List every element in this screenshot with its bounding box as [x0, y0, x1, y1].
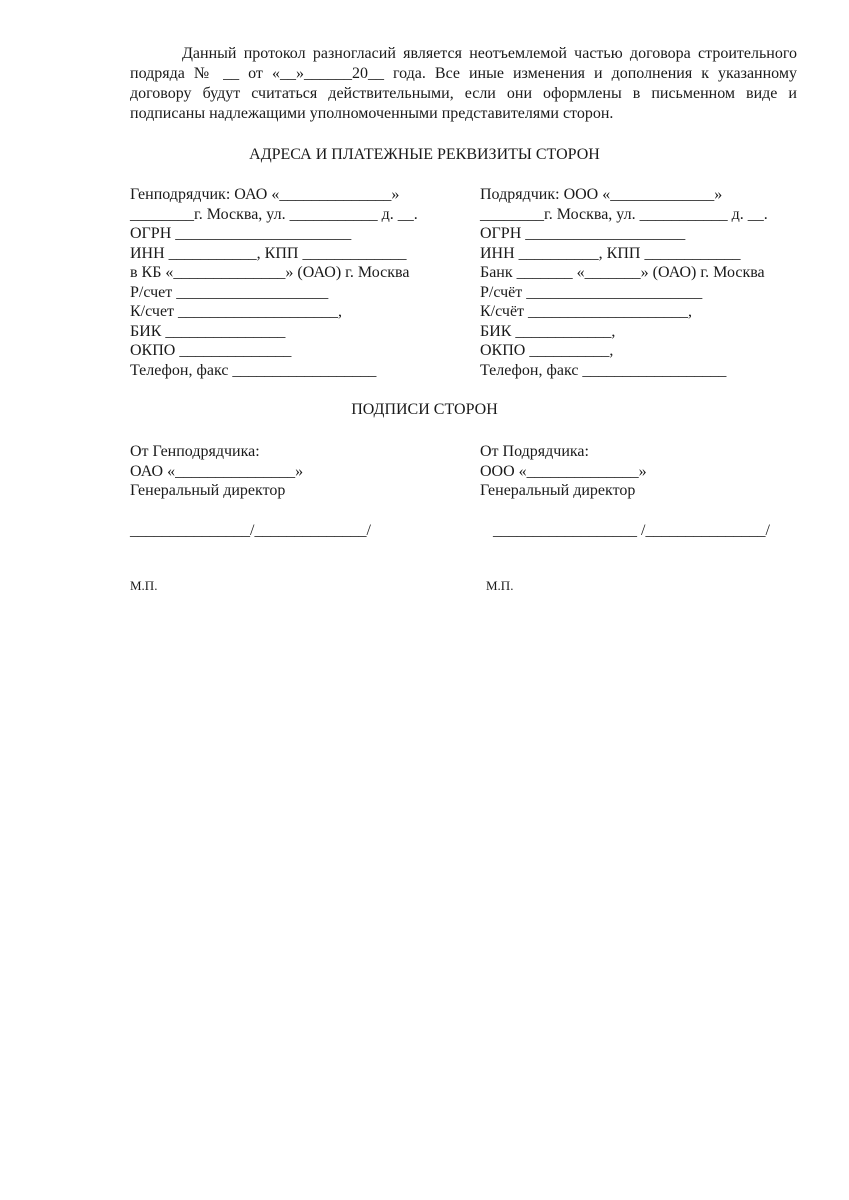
contractor-details	[480, 185, 810, 380]
c-signature-block	[480, 442, 810, 501]
gc-bik-line: БИК _______________	[130, 322, 286, 340]
c-position-label: Генеральный директор	[480, 482, 636, 499]
c-bank-line: Банк _______ «_______» (ОАО) г. Москва	[480, 264, 765, 281]
signatures-heading: ПОДПИСИ СТОРОН	[351, 401, 498, 418]
gc-phone-line: Телефон, факс __________________	[130, 361, 377, 379]
gc-ogrn-line: ОГРН ______________________	[130, 225, 352, 242]
c-bik-line: БИК ____________,	[480, 322, 616, 340]
gc-address-line: ________г. Москва, ул. ___________ д. __.	[130, 205, 418, 223]
c-org-label: ООО «______________»	[480, 462, 647, 480]
gc-name-line: Генподрядчик: ОАО «______________»	[130, 186, 400, 203]
gc-okpo-line: ОКПО ______________	[130, 342, 292, 359]
c-ogrn-line: ОГРН ____________________	[480, 225, 686, 242]
c-rs-line: Р/счёт ______________________	[480, 283, 703, 301]
gc-position-label: Генеральный директор	[130, 482, 286, 499]
c-okpo-line: ОКПО __________,	[480, 342, 614, 359]
gc-rs-line: Р/счет ___________________	[130, 283, 329, 301]
c-address-line: ________г. Москва, ул. ___________ д. __.	[480, 205, 768, 223]
c-inn-kpp-line: ИНН __________, КПП ____________	[480, 244, 741, 262]
general-contractor-details	[130, 185, 460, 380]
gc-inn-kpp-line: ИНН ___________, КПП _____________	[130, 244, 407, 262]
c-stamp-label: М.П.	[486, 578, 514, 593]
gc-from-label: От Генподрядчика:	[130, 443, 260, 460]
intro-paragraph: Данный протокол разногласий является неотъемлемой частью договора строительного подряда № __ от «__»______20__ года. Все иные изменения и дополнения к указанному договору будут считаться действительными, если они оформлены в письменном виде и подписаны надлежащими уполномоченными представителями сторон.	[130, 45, 797, 122]
gc-ks-line: К/счет ____________________,	[130, 303, 343, 320]
c-ks-line: К/счёт ____________________,	[480, 303, 693, 320]
gc-signature-block	[130, 442, 460, 501]
c-phone-line: Телефон, факс __________________	[480, 361, 727, 379]
gc-org-label: ОАО «_______________»	[130, 462, 304, 480]
gc-stamp-label: М.П.	[130, 578, 158, 593]
c-from-label: От Подрядчика:	[480, 443, 589, 460]
c-name-line: Подрядчик: ООО «_____________»	[480, 186, 723, 203]
gc-bank-line: в КБ «______________» (ОАО) г. Москва	[130, 264, 410, 281]
addresses-heading: АДРЕСА И ПЛАТЕЖНЫЕ РЕКВИЗИТЫ СТОРОН	[249, 146, 600, 163]
c-signature-line: __________________ /_______________/	[493, 522, 770, 539]
gc-signature-line: _______________/______________/	[130, 522, 371, 539]
